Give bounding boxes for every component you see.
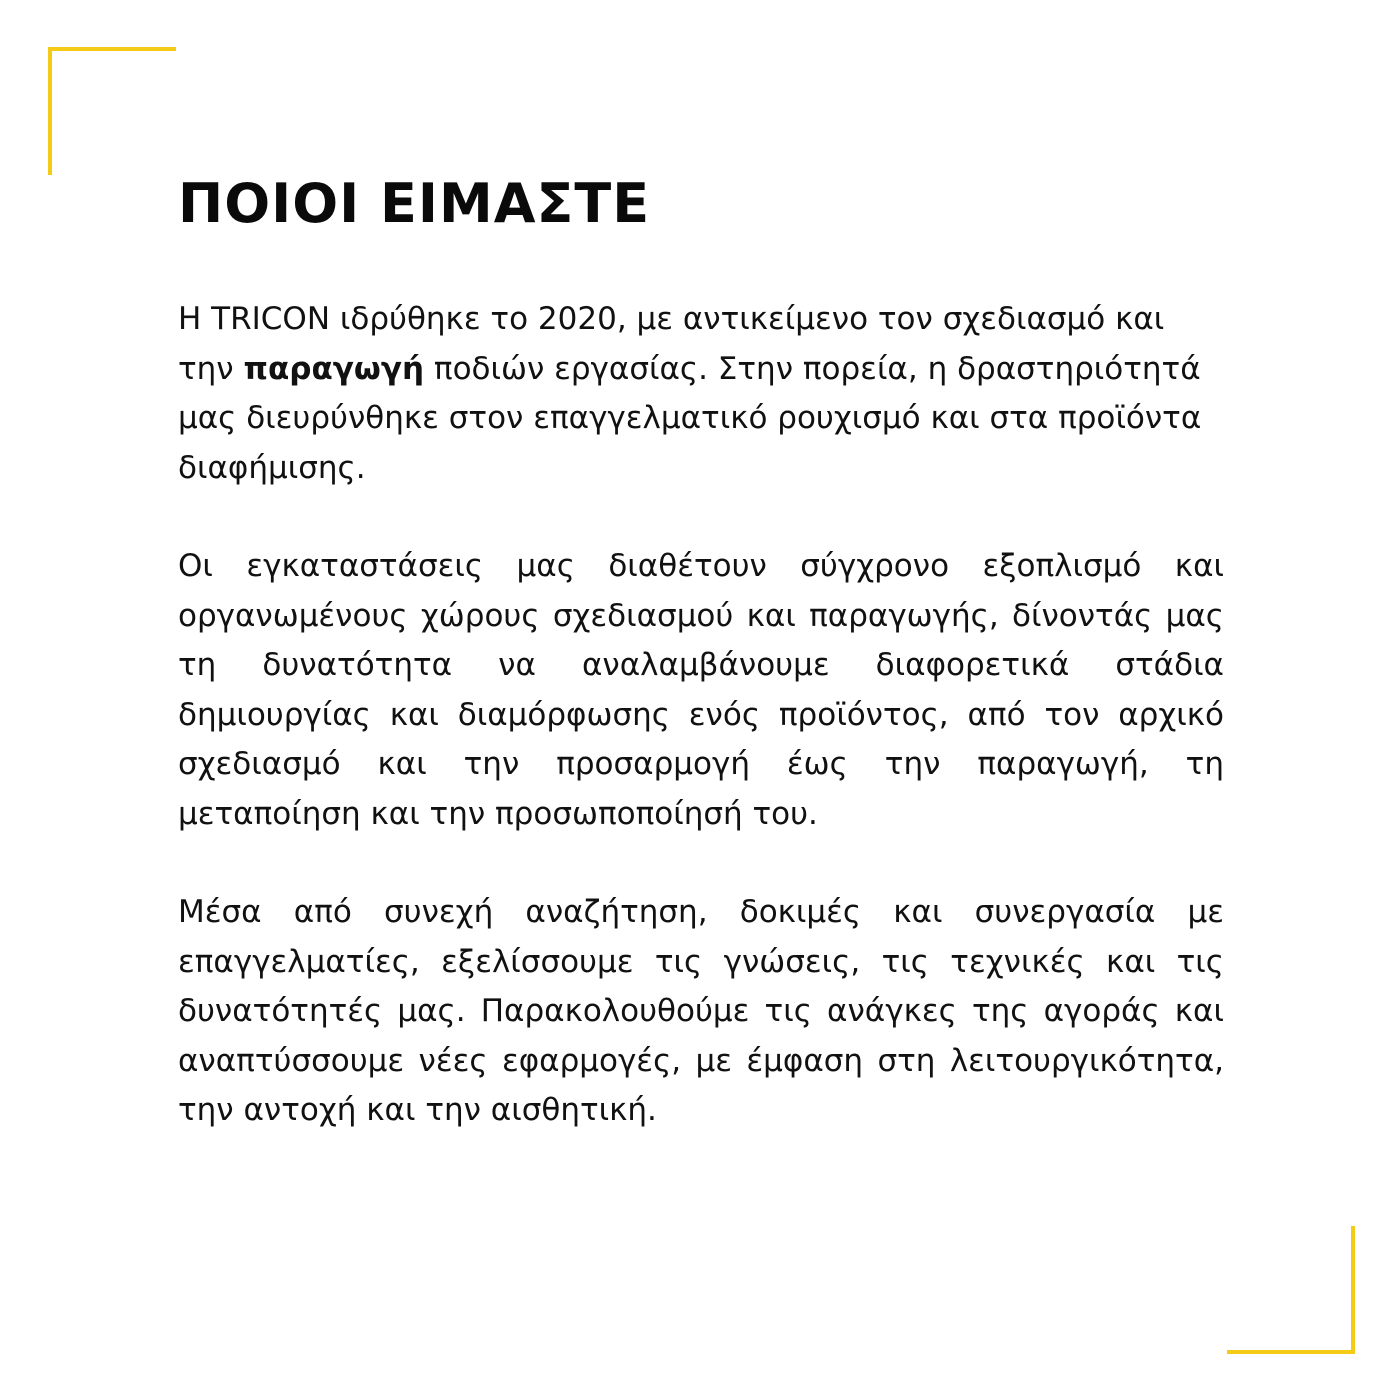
- top-left-corner-frame: [48, 47, 176, 175]
- paragraph-development: Μέσα από συνεχή αναζήτηση, δοκιμές και συνεργασία με επαγγελματίες, εξελίσσουμε τις γνώσεις, τις τεχνικές και τις δυνατότητές μας. Παρακολουθούμε τις ανάγκες της αγοράς και αναπτύσσουμε νέες εφαρμογές, με έμφαση στη λειτουργικότητα, την αντοχή και την αισθητική.: [178, 894, 1224, 1128]
- page-title: ΠΟΙΟΙ ΕΙΜΑΣΤΕ: [178, 172, 651, 235]
- paragraph-facilities: Οι εγκαταστάσεις μας διαθέτουν σύγχρονο εξοπλισμό και οργανωμένους χώρους σχεδιασμού και παραγωγής, δίνοντάς μας τη δυνατότητα να αναλαμβάνουμε διαφορετικά στάδια δημιουργίας και διαμόρφωσης ενός προϊόντος, από τον αρχικό σχεδιασμό και την προσαρμογή έως την παραγωγή, τη μεταποίηση και την προσωποποίησή του.: [178, 548, 1224, 832]
- paragraph-intro: [178, 295, 1224, 493]
- paragraph-intro-end: ποδιών εργασίας. Στην πορεία, η δραστηριότητά μας διευρύνθηκε στον επαγγελματικό ρουχισμό και στα προϊόντα διαφήμισης.: [178, 350, 1202, 486]
- bottom-right-corner-frame: [1227, 1226, 1355, 1354]
- paragraph-intro-bold: παραγωγή: [243, 350, 425, 387]
- content: [178, 172, 1224, 1136]
- paragraph-intro-start: Η TRICON ιδρύθηκε το 2020, με αντικείμενο τον σχεδιασμό και την: [178, 301, 1165, 387]
